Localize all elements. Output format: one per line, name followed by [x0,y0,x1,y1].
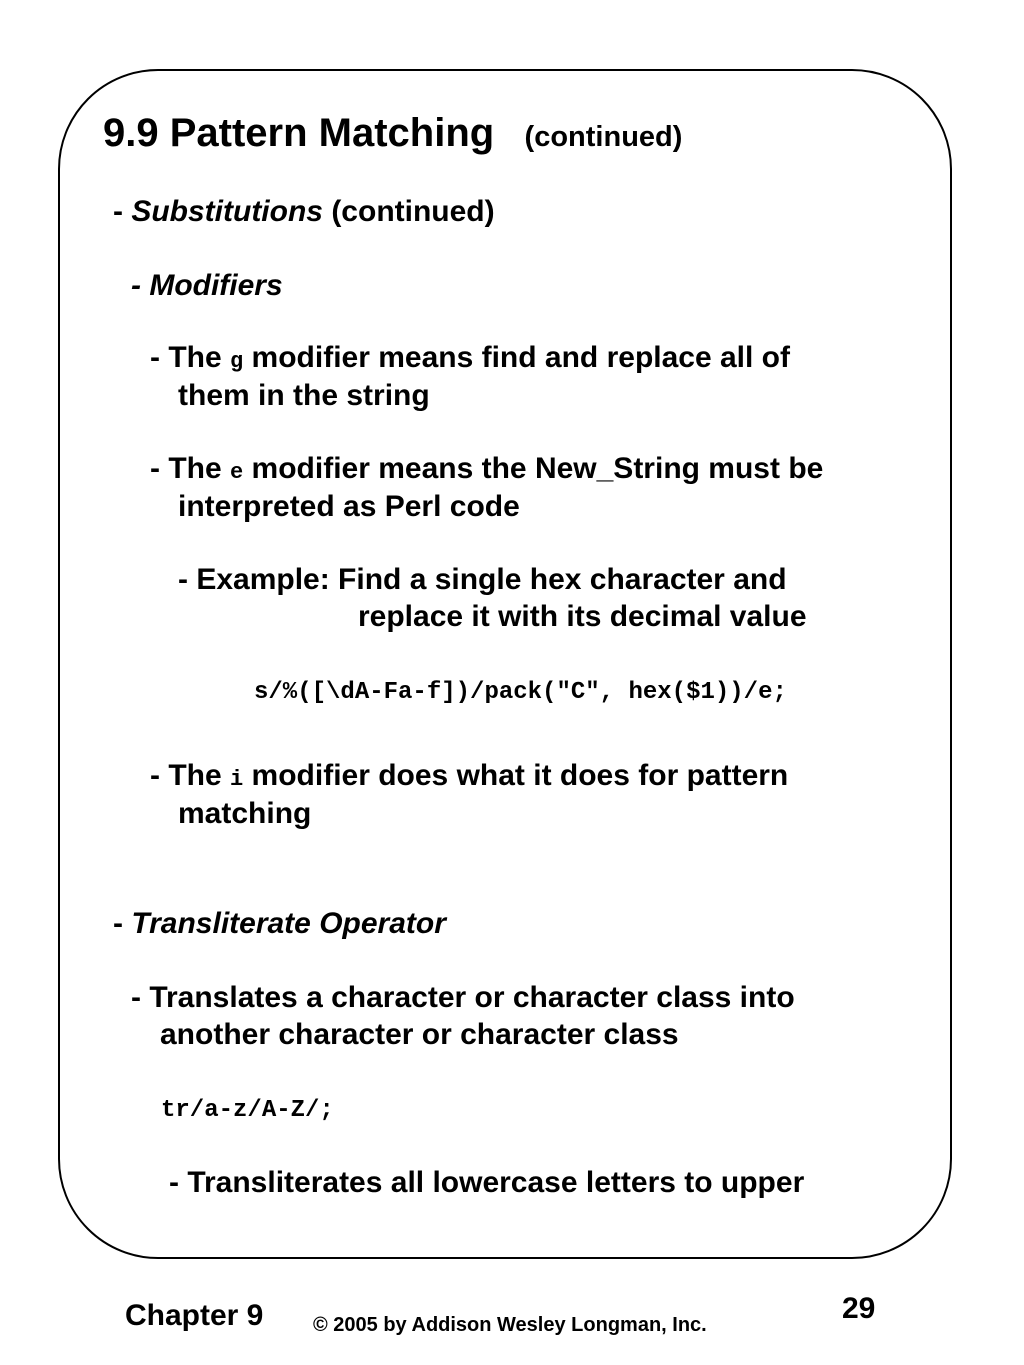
slide-title-line [103,110,682,156]
slide-frame [58,69,952,1259]
slide-title-suffix: (continued) [524,121,683,153]
section-transliterate: - Transliterate Operator [113,907,446,940]
i-modifier-continuation: matching [178,797,312,830]
modifiers-heading: - Modifiers [131,269,283,302]
g-modifier-continuation: them in the string [178,379,430,412]
e-modifier-continuation: interpreted as Perl code [178,490,520,523]
translates-line-2: another character or character class [160,1018,679,1051]
slide-title: 9.9 Pattern Matching [103,111,495,155]
tr-code: tr/a-z/A-Z/; [161,1097,334,1124]
example-line-2: replace it with its decimal value [358,600,807,633]
section-substitutions: - Substitutions (continued) [113,195,495,228]
footer-copyright: © 2005 by Addison Wesley Longman, Inc. [313,1314,707,1336]
footer-chapter: Chapter 9 [125,1299,264,1332]
example-line-1: - Example: Find a single hex character and [178,563,787,596]
footer-page-number: 29 [842,1292,876,1325]
e-modifier-item: - The e modifier means the New_String must be [150,452,824,485]
section-substitutions-label: Substitutions [131,195,323,228]
g-modifier-code: g [230,349,244,374]
translates-line-1: - Translates a character or character class into [131,981,795,1014]
i-modifier-item: - The i modifier does what it does for pattern [150,759,789,792]
example-code: s/%([\dA-Fa-f])/pack("C", hex($1))/e; [254,679,787,706]
tr-note: - Transliterates all lowercase letters to upper [169,1166,805,1199]
section-transliterate-label: Transliterate Operator [131,907,446,940]
i-modifier-code: i [230,767,244,792]
e-modifier-code: e [230,460,244,485]
g-modifier-item: - The g modifier means find and replace all of [150,341,790,374]
